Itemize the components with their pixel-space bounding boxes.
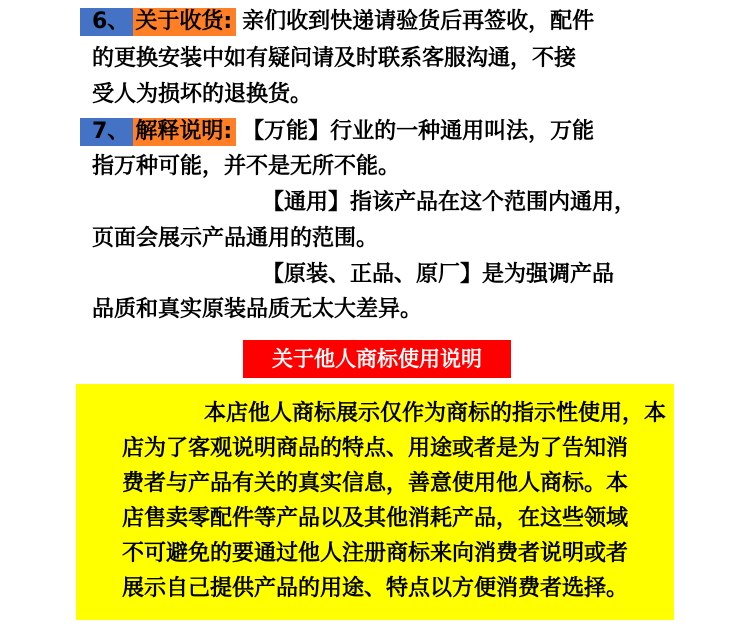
notice-line-6: 展示自己提供产品的用途、特点以方便消费者选择。: [121, 576, 628, 601]
section-6-number: 6、: [80, 8, 133, 36]
section-7-text-2: 指万种可能，并不是无所不能。: [92, 154, 401, 179]
notice-line-4: 店售卖零配件等产品以及其他消耗产品，在这些领域: [121, 506, 628, 531]
section-7-heading-line: [80, 118, 594, 146]
section-7-label: 解释说明:: [133, 118, 236, 146]
notice-line-2: 店为了客观说明商品的特点、用途或者是为了告知消: [121, 436, 628, 461]
section-6-heading-line: [80, 8, 594, 36]
section-6-label: 关于收货:: [133, 8, 236, 36]
section-7-number: 7、: [80, 118, 133, 146]
section-7-text-1: 【万能】行业的一种通用叫法，万能: [242, 119, 595, 144]
notice-line-1: 本店他人商标展示仅作为商标的指示性使用，本: [203, 401, 666, 426]
section-7-text-4: 页面会展示产品通用的范围。: [92, 226, 379, 251]
trademark-title: 关于他人商标使用说明: [243, 340, 511, 378]
trademark-notice-box: [76, 384, 674, 620]
section-7-text-3: 【通用】指该产品在这个范围内通用，: [262, 190, 637, 215]
notice-line-3: 费者与产品有关的真实信息，善意使用他人商标。本: [121, 471, 628, 496]
notice-line-5: 不可避免的要通过他人注册商标来向消费者说明或者: [121, 541, 628, 566]
section-7-text-5: 【原装、正品、原厂】是为强调产品: [262, 262, 615, 287]
section-7-text-6: 品质和真实原装品质无太大差异。: [92, 297, 423, 322]
section-6-text-2: 的更换安装中如有疑问请及时联系客服沟通，不接: [92, 46, 577, 71]
section-6-text-3: 受人为损坏的退换货。: [92, 82, 313, 107]
section-6-text-1: 亲们收到快递请验货后再签收，配件: [242, 9, 595, 34]
